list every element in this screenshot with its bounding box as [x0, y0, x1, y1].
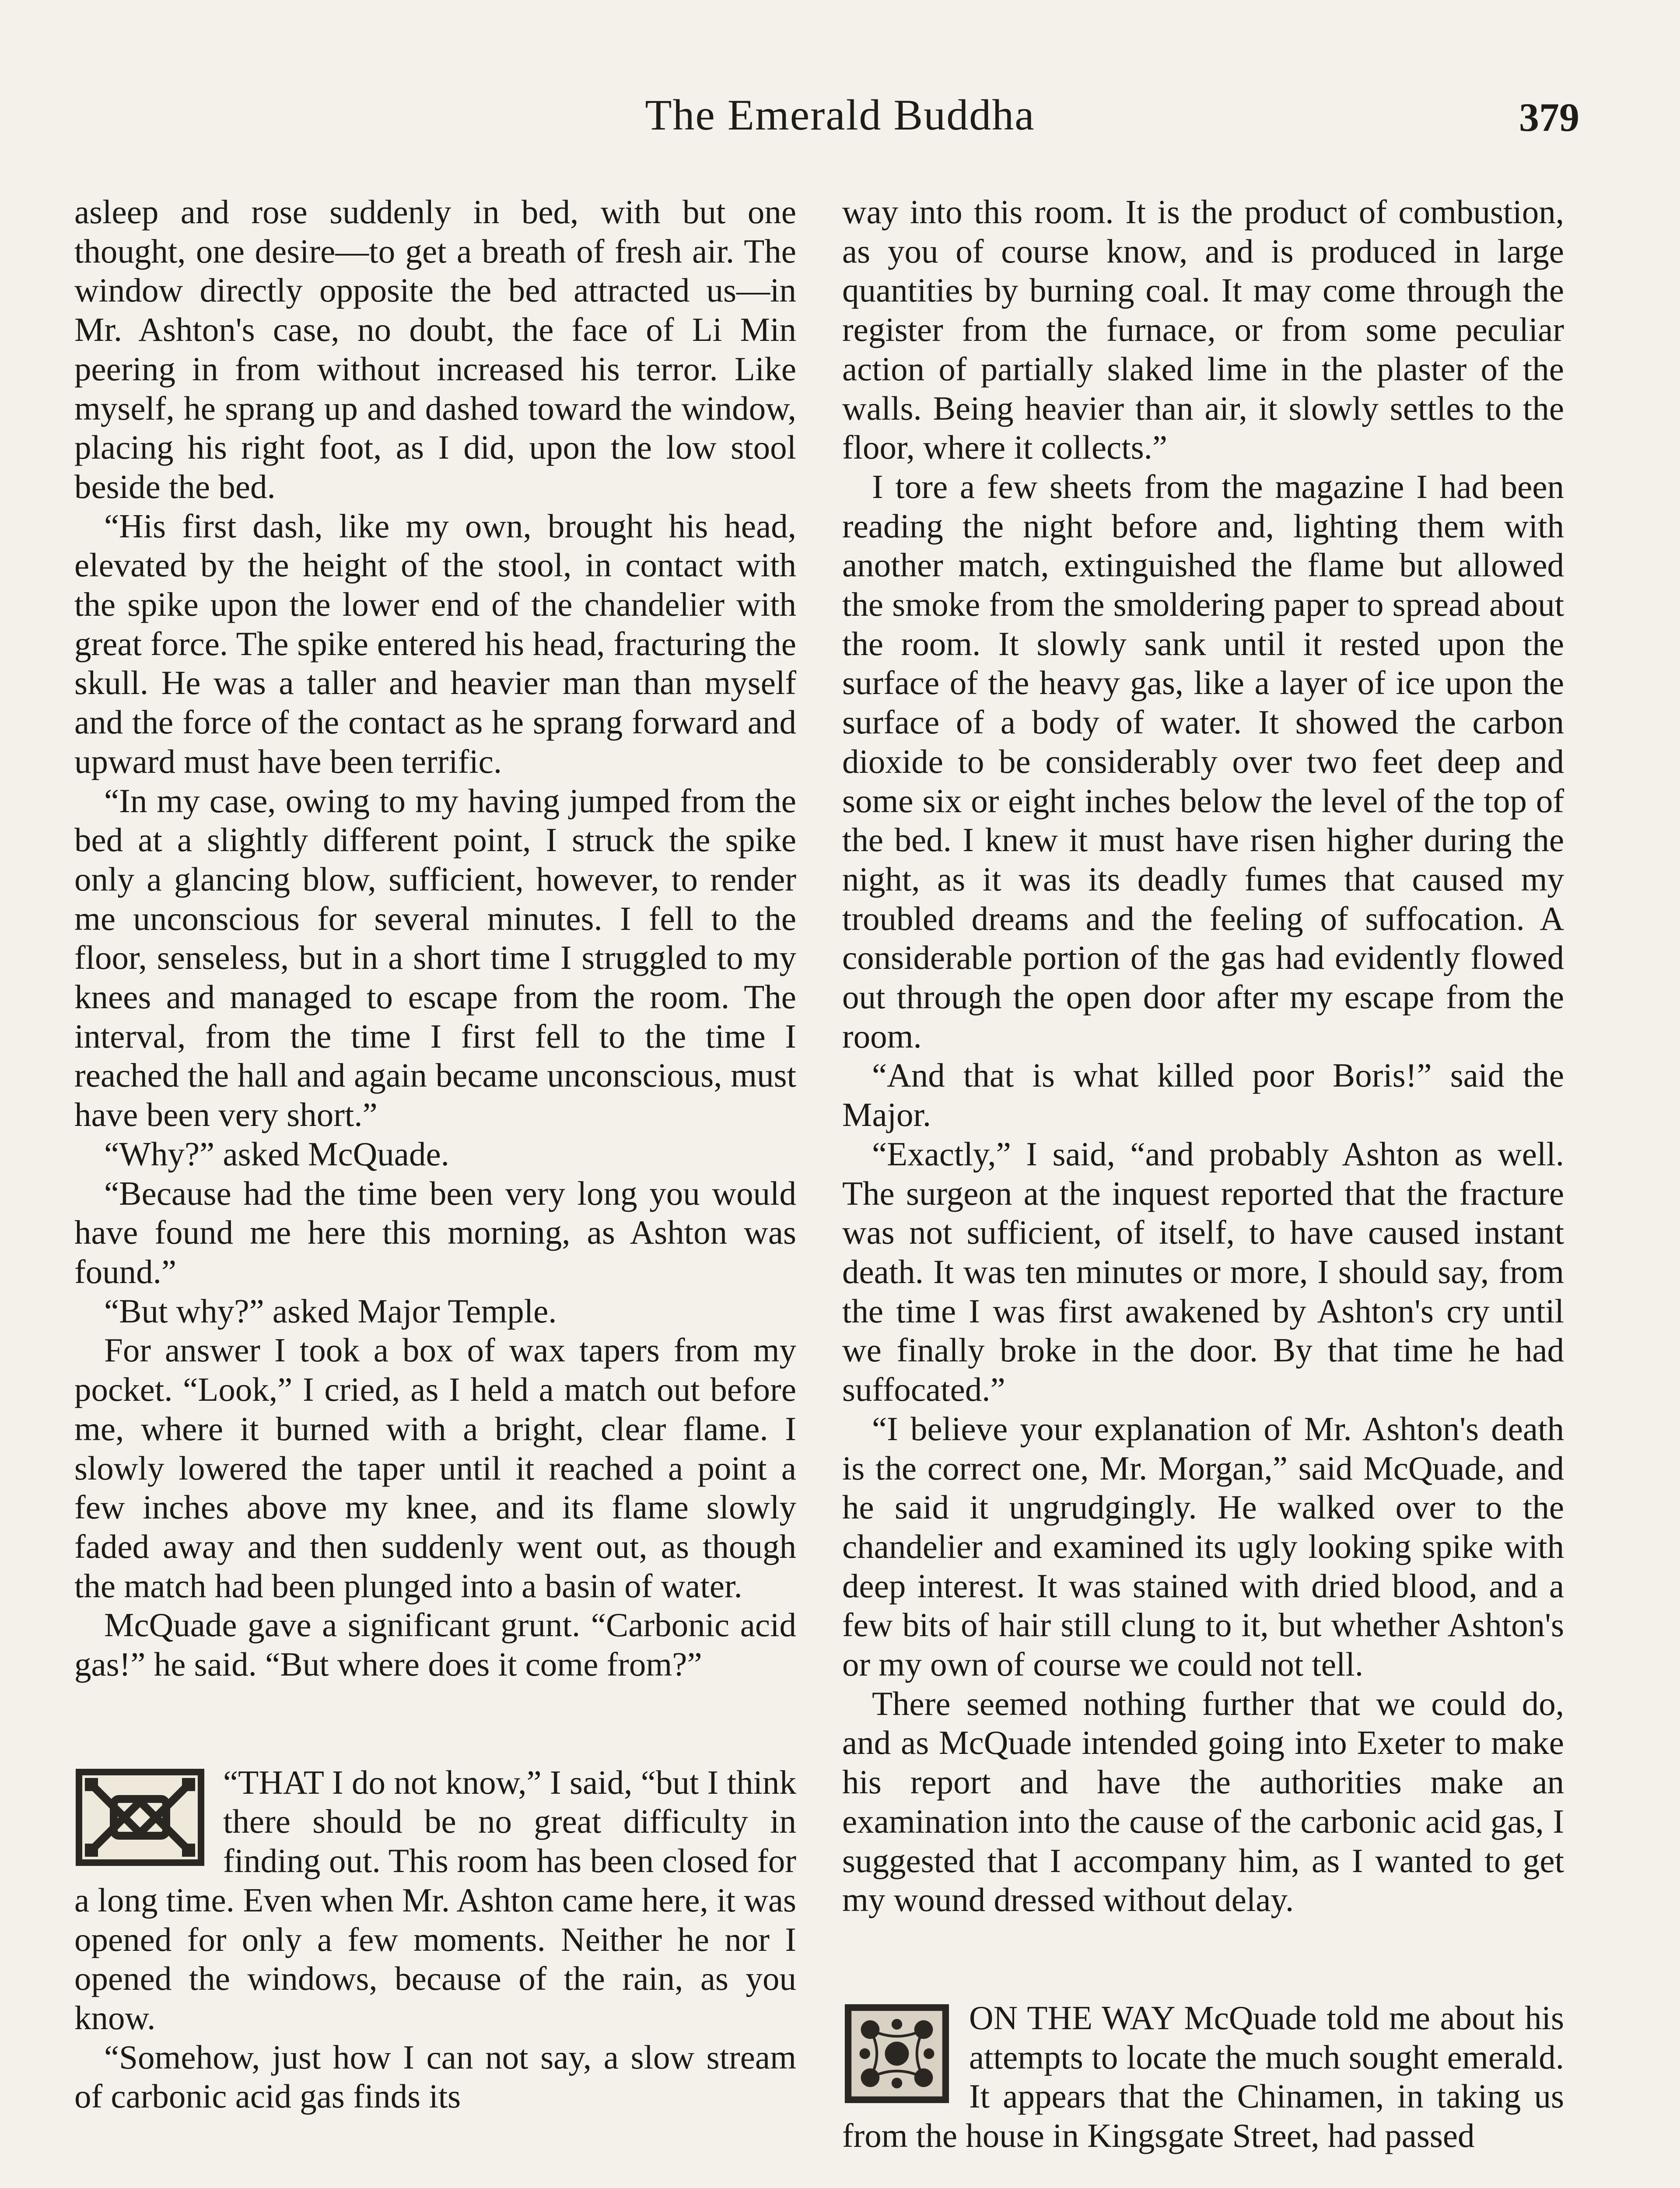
right-paragraph-7: ON THE WAY McQuade told me about his attempts to locate the much sought emerald. It appears that the Chinamen, in taking us from the house in Kingsgate Street, had passed: [842, 1999, 1564, 2155]
knot-ornament-icon: [74, 1767, 206, 1867]
right-paragraph-1: way into this room. It is the product of combustion, as you of course know, and is produced in large quantities by burning coal. It may come through the register from the furnace, or from some peculiar action of partially slaked lime in the plaster of the walls. Being heavier than air, it slowly settles to the floor, where it collects.”: [842, 193, 1564, 466]
floral-ornament-icon: [842, 2003, 952, 2104]
left-paragraph-4: “Why?” asked McQuade.: [104, 1135, 449, 1173]
left-paragraph-1: asleep and rose suddenly in bed, with but one thought, one desire—to get a breath of fresh air. The window directly opposite the bed attracted us—in Mr. Ashton's case, no doubt, the face of Li Min peering in from without increased his terror. Like myself, he sprang up and dashed toward the window, placing his right foot, as I did, upon the low stool beside the bed.: [74, 193, 796, 505]
left-paragraph-5: “Because had the time been very long you would have found me here this morning, as Ashton was found.”: [74, 1174, 796, 1290]
left-column: [74, 193, 796, 2116]
right-section-break: [842, 1999, 1564, 2156]
left-paragraph-9: “THAT I do not know,” I said, “but I think there should be no great difficulty in finding out. This room has been closed for a long time. Even when Mr. Ashton came here, it was opened for only a few moments. Neither he nor I opened the windows, because of the rain, as you know.: [74, 1763, 796, 2037]
right-paragraph-2: I tore a few sheets from the magazine I had been reading the night before and, lighting them with another match, extinguished the flame but allowed the smoke from the smoldering paper to spread about the room. It slowly sank until it rested upon the surface of the heavy gas, like a layer of ice upon the surface of a body of water. It showed the carbon dioxide to be considerably over two feet deep and some six or eight inches below the level of the top of the bed. I knew it must have risen higher during the night, as it was its deadly fumes that caused my troubled dreams and the feeling of suffocation. A considerable portion of the gas had evidently flowed out through the open door after my escape from the room.: [842, 467, 1564, 1055]
right-paragraph-4: “Exactly,” I said, “and probably Ashton as well. The surgeon at the inquest reported that the fracture was not sufficient, of itself, to have caused instant death. It was ten minutes or more, I should say, from the time I was first awakened by Ashton's cry until we finally broke in the door. By that time he had suffocated.”: [842, 1135, 1564, 1409]
left-paragraph-2: “His first dash, like my own, brought his head, elevated by the height of the stool, in contact with the spike upon the lower end of the chandelier with great force. The spike entered his head, fracturing the skull. He was a taller and heavier man than myself and the force of the contact as he sprang forward and upward must have been terrific.: [74, 507, 796, 780]
page-number: 379: [1519, 95, 1579, 140]
left-paragraph-10: “Somehow, just how I can not say, a slow stream of carbonic acid gas finds its: [74, 2038, 796, 2115]
left-section-break: [74, 1763, 796, 2038]
right-paragraph-6: There seemed nothing further that we could do, and as McQuade intended going into Exeter to make his report and have the authorities make an examination into the cause of the carbonic acid gas, I suggested that I accompany him, as I wanted to get my wound dressed without delay.: [842, 1684, 1564, 1919]
left-paragraph-7: For answer I took a box of wax tapers from my pocket. “Look,” I cried, as I held a match out before me, where it burned with a bright, clear flame. I slowly lowered the taper until it reached a point a few inches above my knee, and its flame slowly faded away and then suddenly went out, as though the match had been plunged into a basin of water.: [74, 1331, 796, 1605]
right-paragraph-3: “And that is what killed poor Boris!” said the Major.: [842, 1056, 1564, 1134]
right-paragraph-5: “I believe your explanation of Mr. Ashton's death is the correct one, Mr. Morgan,” said McQuade, and he said it ungrudgingly. He walked over to the chandelier and examined its ugly looking spike with deep interest. It was stained with dried blood, and a few bits of hair still clung to it, but whether Ashton's or my own of course we could not tell.: [842, 1410, 1564, 1683]
left-paragraph-6: “But why?” asked Major Temple.: [104, 1292, 557, 1330]
left-paragraph-8: McQuade gave a significant grunt. “Carbonic acid gas!” he said. “But where does it come from?”: [74, 1606, 796, 1683]
left-paragraph-3: “In my case, owing to my having jumped from the bed at a slightly different point, I struck the spike only a glancing blow, sufficient, however, to render me unconscious for several minutes. I fell to the floor, senseless, but in a short time I struggled to my knees and managed to escape from the room. The interval, from the time I first fell to the time I reached the hall and again became unconscious, must have been very short.”: [74, 782, 796, 1134]
right-column: [842, 193, 1564, 2156]
running-header-title: The Emerald Buddha: [645, 91, 1035, 139]
